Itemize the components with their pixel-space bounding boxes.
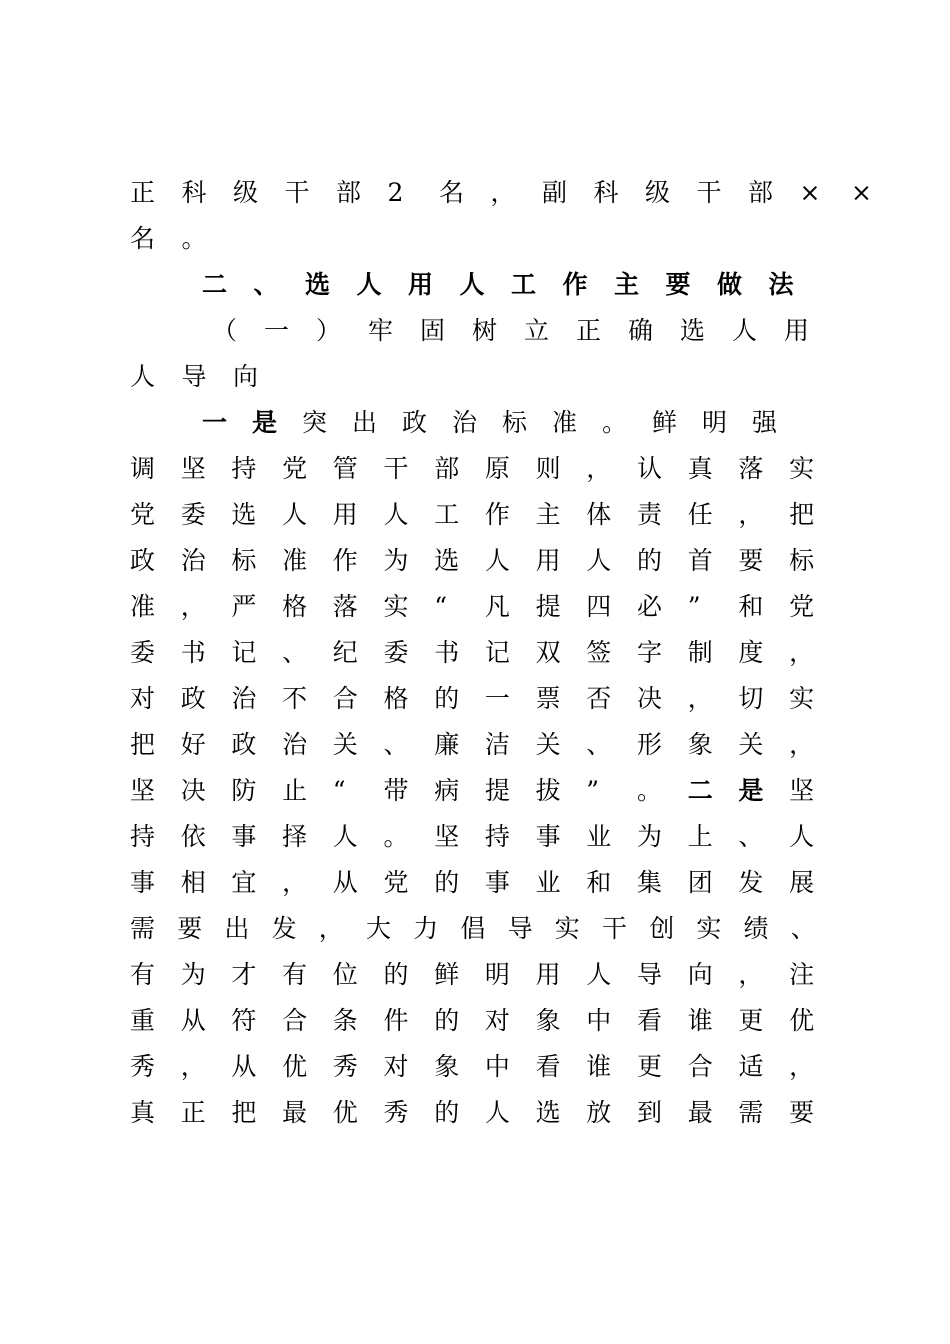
text-char: 关 <box>535 730 561 759</box>
text-char: 导 <box>181 362 207 391</box>
text-char: 事 <box>535 822 561 851</box>
text-char: 合 <box>332 684 358 713</box>
text-char: 治 <box>180 546 206 575</box>
text-char: ， <box>738 960 764 989</box>
text-char: 标 <box>231 546 257 575</box>
text-char: 用 <box>784 316 810 345</box>
text-char: 重 <box>130 1006 156 1035</box>
text-char: 事 <box>231 822 257 851</box>
text-char: 提 <box>484 776 510 805</box>
text-char: 主 <box>614 270 640 299</box>
text-char: 提 <box>535 592 561 621</box>
text-char: 。 <box>637 776 663 805</box>
text-char: 秀 <box>383 1098 409 1127</box>
text-char: 、 <box>383 730 409 759</box>
text-char: 集 <box>637 868 663 897</box>
text-char: 人 <box>484 546 510 575</box>
text-char: 团 <box>687 868 713 897</box>
text-char: 是 <box>738 776 764 805</box>
text-char: 记 <box>484 638 510 667</box>
text-char: 符 <box>231 1006 257 1035</box>
text-char: 签 <box>586 638 612 667</box>
text-char: 名 <box>130 224 156 253</box>
text-char: 廉 <box>434 730 460 759</box>
text-char: 对 <box>484 1006 510 1035</box>
text-char: 任 <box>687 500 713 529</box>
text-char: 、 <box>282 638 308 667</box>
text-char: 需 <box>130 914 156 943</box>
text-char: 度 <box>738 638 764 667</box>
text-char: 坚 <box>434 822 460 851</box>
text-char: 科 <box>181 178 207 207</box>
text-char: 党 <box>789 592 815 621</box>
text-char: （ <box>212 316 238 345</box>
text-char: 鲜 <box>652 408 678 437</box>
text-char: 准 <box>130 592 156 621</box>
text-char: 正 <box>130 178 156 207</box>
text-char: 明 <box>702 408 728 437</box>
text-char: 坚 <box>130 776 156 805</box>
text-char: 票 <box>535 684 561 713</box>
text-char: 止 <box>282 776 308 805</box>
text-char: 看 <box>535 1052 561 1081</box>
text-char: 部 <box>748 178 774 207</box>
text-char: 更 <box>637 1052 663 1081</box>
text-char: 、 <box>253 270 279 299</box>
text-char: 病 <box>434 776 460 805</box>
text-char: 有 <box>282 960 308 989</box>
text-char: 二 <box>687 776 713 805</box>
text-char: 确 <box>628 316 654 345</box>
text-char: 持 <box>231 454 257 483</box>
text-char: 关 <box>332 730 358 759</box>
text-char: 上 <box>687 822 713 851</box>
text-char: 放 <box>586 1098 612 1127</box>
text-char: 最 <box>282 1098 308 1127</box>
text-char: 必 <box>637 592 663 621</box>
text-char: 牢 <box>368 316 394 345</box>
text-char: ） <box>316 316 342 345</box>
text-char: 人 <box>789 822 815 851</box>
text-char: 政 <box>180 684 206 713</box>
text-char: 作 <box>332 546 358 575</box>
text-char: 从 <box>180 1006 206 1035</box>
text-char: 、 <box>790 914 816 943</box>
text-char: 选 <box>231 500 257 529</box>
text-char: 体 <box>586 500 612 529</box>
text-char: 象 <box>687 730 713 759</box>
text-char: 人 <box>484 1098 510 1127</box>
text-char: 实 <box>789 454 815 483</box>
text-char: ， <box>738 500 764 529</box>
text-char: ， <box>789 1052 815 1081</box>
text-char: 级 <box>233 178 259 207</box>
text-char: 出 <box>352 408 378 437</box>
text-char: 正 <box>180 1098 206 1127</box>
text-char: 好 <box>180 730 206 759</box>
text-char: 管 <box>332 454 358 483</box>
text-char: 。 <box>602 408 628 437</box>
text-char: 的 <box>434 684 460 713</box>
text-char: 防 <box>231 776 257 805</box>
text-char: 制 <box>687 638 713 667</box>
text-char: 相 <box>180 868 206 897</box>
text-char: 委 <box>130 638 156 667</box>
text-char: 部 <box>336 178 362 207</box>
text-char: 政 <box>130 546 156 575</box>
text-char: “ <box>434 592 447 621</box>
text-char: ， <box>586 454 612 483</box>
text-char: 、 <box>586 730 612 759</box>
text-char: 科 <box>593 178 619 207</box>
text-char: 洁 <box>484 730 510 759</box>
text-char: 党 <box>282 454 308 483</box>
text-char: ， <box>180 1052 206 1081</box>
text-char: 用 <box>408 270 434 299</box>
text-char: 才 <box>231 960 257 989</box>
text-char: 名 <box>439 178 465 207</box>
text-char: 件 <box>383 1006 409 1035</box>
text-char: 合 <box>282 1006 308 1035</box>
text-char: 优 <box>332 1098 358 1127</box>
text-char: ， <box>282 868 308 897</box>
text-char: 为 <box>180 960 206 989</box>
text-char: 谁 <box>687 1006 713 1035</box>
text-char: 带 <box>383 776 409 805</box>
text-char: 为 <box>637 822 663 851</box>
text-char: 人 <box>130 362 156 391</box>
text-char: 明 <box>484 960 510 989</box>
text-char: 事 <box>130 868 156 897</box>
text-char: 级 <box>645 178 671 207</box>
text-char: 标 <box>502 408 528 437</box>
text-char: 对 <box>130 684 156 713</box>
text-char: 力 <box>413 914 439 943</box>
text-char: 要 <box>177 914 203 943</box>
text-char: 人 <box>459 270 485 299</box>
text-char: 四 <box>586 592 612 621</box>
text-char: 治 <box>452 408 478 437</box>
text-char: 树 <box>472 316 498 345</box>
text-char: 人 <box>356 270 382 299</box>
text-char: 人 <box>383 500 409 529</box>
text-char: 业 <box>586 822 612 851</box>
text-char: ， <box>789 638 815 667</box>
text-char: 切 <box>738 684 764 713</box>
text-char: ” <box>687 592 701 621</box>
text-char: 准 <box>552 408 578 437</box>
text-char: 绩 <box>743 914 769 943</box>
text-char: 和 <box>586 868 612 897</box>
text-char: 强 <box>752 408 778 437</box>
text-char: 人 <box>586 546 612 575</box>
text-char: 政 <box>402 408 428 437</box>
text-char: 干 <box>602 914 628 943</box>
text-char: 正 <box>576 316 602 345</box>
text-char: ， <box>180 592 206 621</box>
text-char: 有 <box>130 960 156 989</box>
text-char: 坚 <box>180 454 206 483</box>
text-char: 导 <box>507 914 533 943</box>
text-char: 秀 <box>130 1052 156 1081</box>
text-char: 人 <box>586 960 612 989</box>
text-char: 政 <box>231 730 257 759</box>
text-char: 委 <box>180 500 206 529</box>
text-char: 出 <box>224 914 250 943</box>
text-char: 为 <box>383 546 409 575</box>
text-char: 人 <box>332 822 358 851</box>
text-char: 用 <box>535 960 561 989</box>
text-char: 首 <box>687 546 713 575</box>
text-char: 。 <box>181 224 207 253</box>
text-char: 干 <box>383 454 409 483</box>
text-char: 人 <box>282 500 308 529</box>
text-char: 关 <box>738 730 764 759</box>
text-char: 业 <box>535 868 561 897</box>
text-char: 优 <box>282 1052 308 1081</box>
text-char: 秀 <box>332 1052 358 1081</box>
text-char: 做 <box>717 270 743 299</box>
text-char: 真 <box>130 1098 156 1127</box>
text-char: 象 <box>434 1052 460 1081</box>
text-char: 对 <box>383 1052 409 1081</box>
text-char: 中 <box>484 1052 510 1081</box>
text-char: 选 <box>434 546 460 575</box>
text-char: 大 <box>366 914 392 943</box>
text-char: 凡 <box>484 592 510 621</box>
text-char: 否 <box>586 684 612 713</box>
text-char: 突 <box>302 408 328 437</box>
text-char: 发 <box>738 868 764 897</box>
text-char: ， <box>490 178 516 207</box>
text-char: × <box>851 178 872 207</box>
text-char: 工 <box>511 270 537 299</box>
text-char: 人 <box>732 316 758 345</box>
text-char: 作 <box>562 270 588 299</box>
text-char: 从 <box>231 1052 257 1081</box>
text-char: 宜 <box>231 868 257 897</box>
text-char: 坚 <box>789 776 815 805</box>
text-char: 发 <box>271 914 297 943</box>
text-char: 治 <box>282 730 308 759</box>
text-char: 的 <box>434 868 460 897</box>
text-char: 依 <box>180 822 206 851</box>
text-char: 、 <box>738 822 764 851</box>
text-char: 最 <box>687 1098 713 1127</box>
text-char: 倡 <box>460 914 486 943</box>
text-char: 。 <box>383 822 409 851</box>
text-char: 鲜 <box>434 960 460 989</box>
text-char: 创 <box>649 914 675 943</box>
text-char: 象 <box>535 1006 561 1035</box>
text-char: 落 <box>332 592 358 621</box>
text-char: 选 <box>535 1098 561 1127</box>
text-char: 优 <box>789 1006 815 1035</box>
text-char: 的 <box>637 546 663 575</box>
text-char: 决 <box>637 684 663 713</box>
text-char: 更 <box>738 1006 764 1035</box>
text-char: 格 <box>282 592 308 621</box>
text-char: 书 <box>434 638 460 667</box>
text-char: 责 <box>637 500 663 529</box>
text-char: 位 <box>332 960 358 989</box>
text-char: 实 <box>696 914 722 943</box>
text-char: 把 <box>789 500 815 529</box>
text-char: 副 <box>542 178 568 207</box>
text-char: 不 <box>282 684 308 713</box>
text-char: 作 <box>484 500 510 529</box>
text-char: ， <box>687 684 713 713</box>
text-char: 标 <box>789 546 815 575</box>
text-char: 选 <box>305 270 331 299</box>
text-char: 要 <box>789 1098 815 1127</box>
text-char: 合 <box>687 1052 713 1081</box>
text-char: 格 <box>383 684 409 713</box>
text-char: × <box>799 178 821 207</box>
text-char: “ <box>332 776 346 805</box>
text-char: 双 <box>535 638 561 667</box>
text-char: 形 <box>637 730 663 759</box>
text-char: 把 <box>231 1098 257 1127</box>
text-char: 向 <box>233 362 259 391</box>
text-char: 适 <box>738 1052 764 1081</box>
text-char: 需 <box>738 1098 764 1127</box>
text-char: 从 <box>332 868 358 897</box>
text-char: 的 <box>383 960 409 989</box>
text-char: ， <box>789 730 815 759</box>
text-char: 法 <box>768 270 794 299</box>
text-char: 展 <box>789 868 815 897</box>
text-char: 书 <box>180 638 206 667</box>
text-char: 则 <box>535 454 561 483</box>
text-char: 记 <box>231 638 257 667</box>
text-char: 持 <box>130 822 156 851</box>
text-char: 真 <box>687 454 713 483</box>
text-char: 严 <box>231 592 257 621</box>
text-char: 选 <box>680 316 706 345</box>
text-char: 认 <box>637 454 663 483</box>
text-char: 调 <box>130 454 156 483</box>
text-char: 事 <box>484 868 510 897</box>
text-char: 纪 <box>332 638 358 667</box>
text-char: 一 <box>264 316 290 345</box>
text-char: 主 <box>535 500 561 529</box>
text-char: 是 <box>252 408 278 437</box>
text-char: 部 <box>434 454 460 483</box>
text-char: 委 <box>383 638 409 667</box>
text-char: 注 <box>789 960 815 989</box>
text-char: 干 <box>284 178 310 207</box>
text-char: 治 <box>231 684 257 713</box>
text-char: 中 <box>586 1006 612 1035</box>
text-char: 到 <box>637 1098 663 1127</box>
text-char: 决 <box>180 776 206 805</box>
text-char: 条 <box>332 1006 358 1035</box>
text-char: 用 <box>535 546 561 575</box>
text-char: 准 <box>282 546 308 575</box>
text-char: 干 <box>696 178 722 207</box>
text-char: 原 <box>484 454 510 483</box>
text-char: 实 <box>554 914 580 943</box>
text-char: 要 <box>665 270 691 299</box>
text-char: 择 <box>282 822 308 851</box>
text-char: 一 <box>484 684 510 713</box>
text-char: 和 <box>738 592 764 621</box>
text-char: 字 <box>637 638 663 667</box>
text-char: 导 <box>637 960 663 989</box>
text-char: 的 <box>434 1098 460 1127</box>
text-char: 用 <box>332 500 358 529</box>
text-char: ” <box>586 776 600 805</box>
text-char: 实 <box>383 592 409 621</box>
text-char: 谁 <box>586 1052 612 1081</box>
text-char: 立 <box>524 316 550 345</box>
text-char: 向 <box>687 960 713 989</box>
text-char: 把 <box>130 730 156 759</box>
text-char: 2 <box>387 178 404 207</box>
text-char: 要 <box>738 546 764 575</box>
text-char: 党 <box>383 868 409 897</box>
text-char: 二 <box>202 270 228 299</box>
text-char: 实 <box>789 684 815 713</box>
text-char: 落 <box>738 454 764 483</box>
text-char: 拔 <box>535 776 561 805</box>
text-char: 工 <box>434 500 460 529</box>
text-char: 看 <box>637 1006 663 1035</box>
text-char: 的 <box>434 1006 460 1035</box>
text-char: 一 <box>202 408 228 437</box>
text-char: 党 <box>130 500 156 529</box>
text-char: 固 <box>420 316 446 345</box>
text-char: ， <box>318 914 344 943</box>
text-char: 持 <box>484 822 510 851</box>
